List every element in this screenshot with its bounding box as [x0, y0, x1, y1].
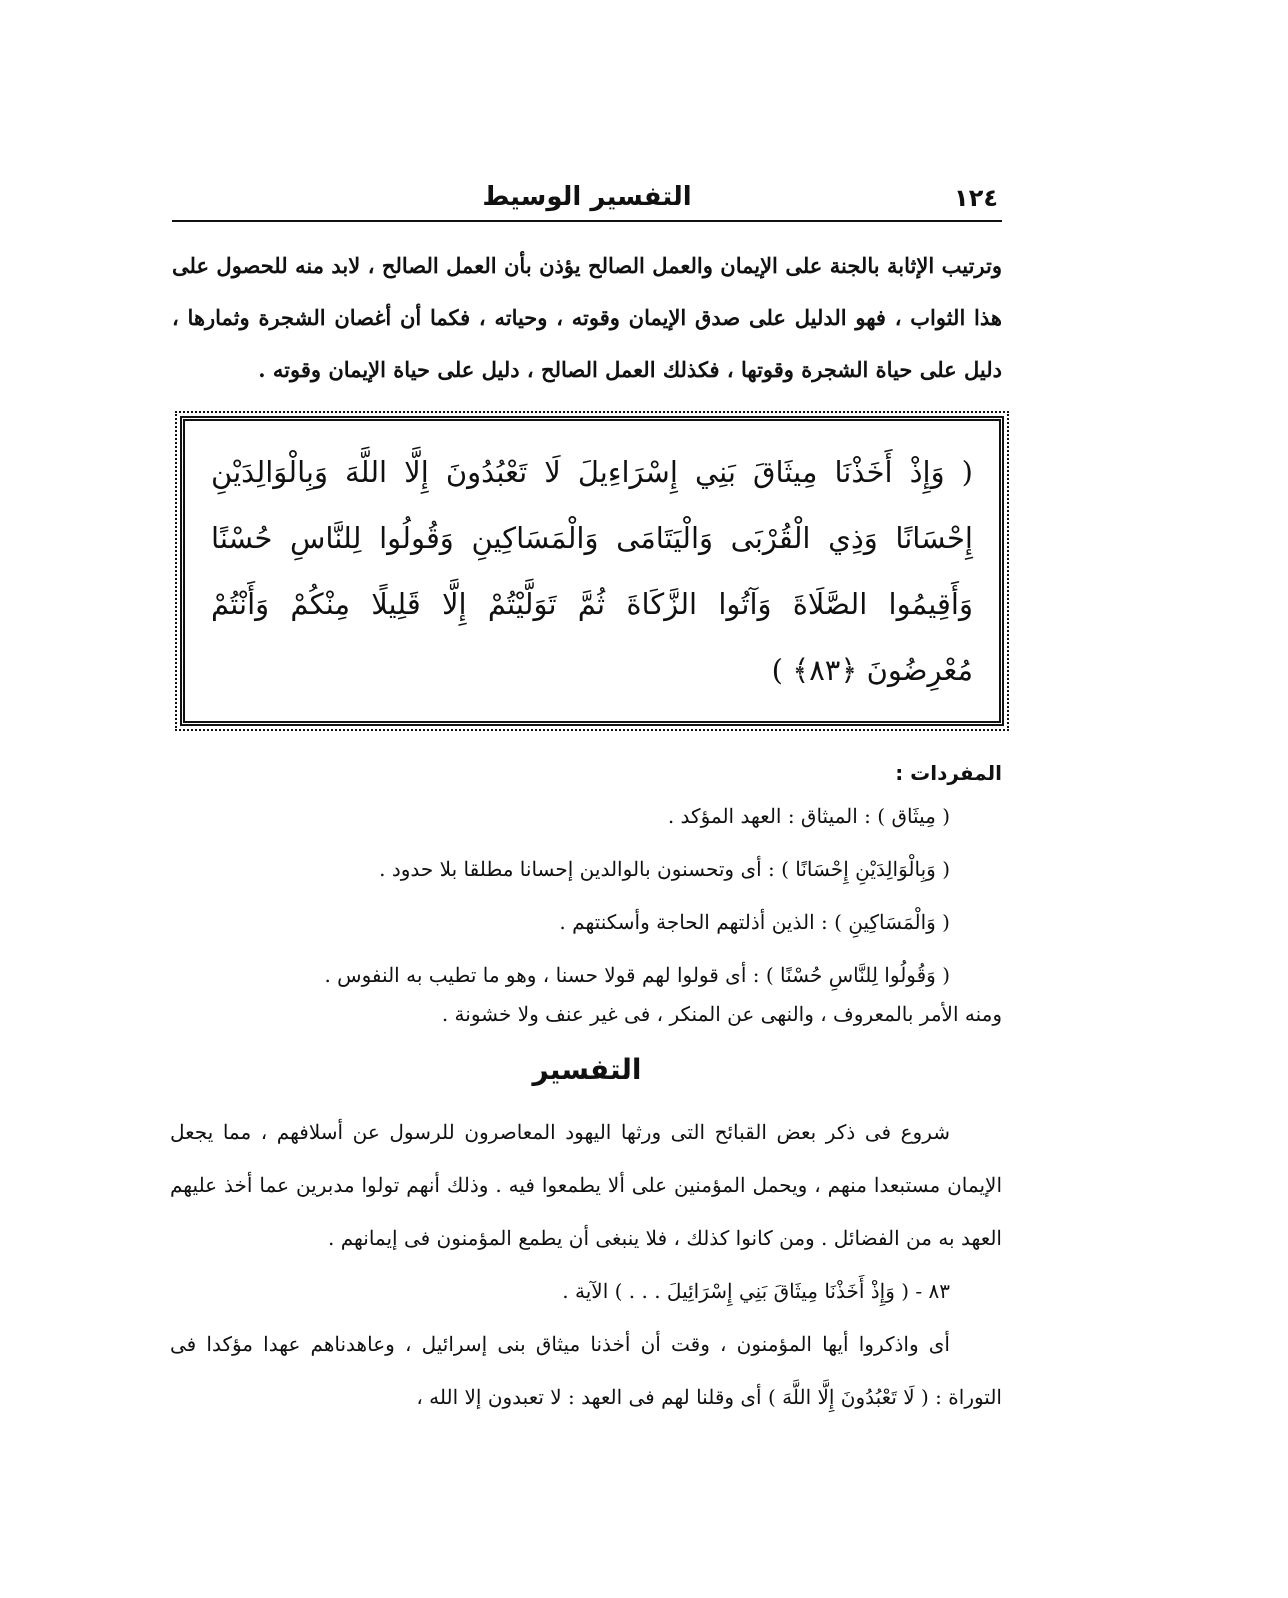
vocabulary-item: ( وَقُولُوا لِلنَّاسِ حُسْنًا ) : أى قولوا لهم قولا حسنا ، وهو ما تطيب به النفوس . — [324, 963, 950, 987]
tafsir-paragraph: شروع فى ذكر بعض القبائح التى ورثها اليهود المعاصرون للرسول عن أسلافهم ، مما يجعل الإيمان مستبعدا منهم ، ويحمل المؤمنين على ألا يطمعوا فيه . وذلك أنهم تولوا مدبرين عما أخذ عليهم العهد به من الفضائل . ومن كانوا كذلك ، فلا ينبغى أن يطمع المؤمنون فى إيمانهم . — [170, 1120, 1002, 1250]
vocabulary-item: ( وَبِالْوَالِدَيْنِ إِحْسَانًا ) : أى وتحسنون بالوالدين إحسانا مطلقا بلا حدود . — [379, 857, 950, 881]
quran-verse-box — [180, 416, 1004, 726]
tafsir-verse-reference: ٨٣ - ( وَإِذْ أَخَذْنَا مِيثَاقَ بَنِي إِسْرَائِيلَ . . . ) الآية . — [562, 1279, 950, 1303]
intro-section — [172, 240, 1002, 396]
book-page — [172, 180, 1002, 1424]
intro-paragraph: وترتيب الإثابة بالجنة على الإيمان والعمل الصالح يؤذن بأن العمل الصالح ، لابد منه للحصول على هذا الثواب ، فهو الدليل على صدق الإيمان وقوته ، وحياته ، فكما أن أغصان الشجرة وثمارها ، دليل على حياة الشجرة وقوتها ، فكذلك العمل الصالح ، دليل على حياة الإيمان وقوته . — [172, 253, 1002, 382]
running-title: التفسير الوسيط — [482, 182, 692, 212]
tafsir-paragraph: أى واذكروا أيها المؤمنون ، وقت أن أخذنا ميثاق بنى إسرائيل ، وعاهدناهم عهدا مؤكدا فى التوراة : ( لَا تَعْبُدُونَ إِلَّا اللَّهَ ) أى وقلنا لهم فى العهد : لا تعبدون إلا الله ، — [170, 1332, 1002, 1409]
quran-verse-text: ( وَإِذْ أَخَذْنَا مِيثَاقَ بَنِي إِسْرَاءِيلَ لَا تَعْبُدُونَ إِلَّا اللَّهَ وَبِالْوَالِدَيْنِ إِحْسَانًا وَذِي الْقُرْبَى وَالْيَتَامَى وَالْمَسَاكِينِ وَقُولُوا لِلنَّاسِ حُسْنًا وَأَقِيمُوا الصَّلَاةَ وَآتُوا الزَّكَاةَ ثُمَّ تَوَلَّيْتُمْ إِلَّا قَلِيلًا مِنْكُمْ وَأَنْتُمْ مُعْرِضُونَ ﴿٨٣﴾ ) — [211, 455, 973, 687]
tafsir-section — [170, 1106, 1002, 1424]
vocabulary-heading: المفردات : — [895, 761, 1002, 785]
vocabulary-continuation: ومنه الأمر بالمعروف ، والنهى عن المنكر ، فى غير عنف ولا خشونة . — [441, 1002, 1002, 1026]
vocabulary-list — [172, 790, 950, 1002]
vocabulary-item: ( وَالْمَسَاكِينِ ) : الذين أذلتهم الحاجة وأسكنتهم . — [559, 910, 950, 934]
page-header — [172, 180, 1002, 222]
vocabulary-item: ( مِيثَاق ) : الميثاق : العهد المؤكد . — [667, 804, 950, 828]
tafsir-heading: التفسير — [532, 1053, 642, 1086]
page-number: ١٢٤ — [954, 184, 998, 212]
